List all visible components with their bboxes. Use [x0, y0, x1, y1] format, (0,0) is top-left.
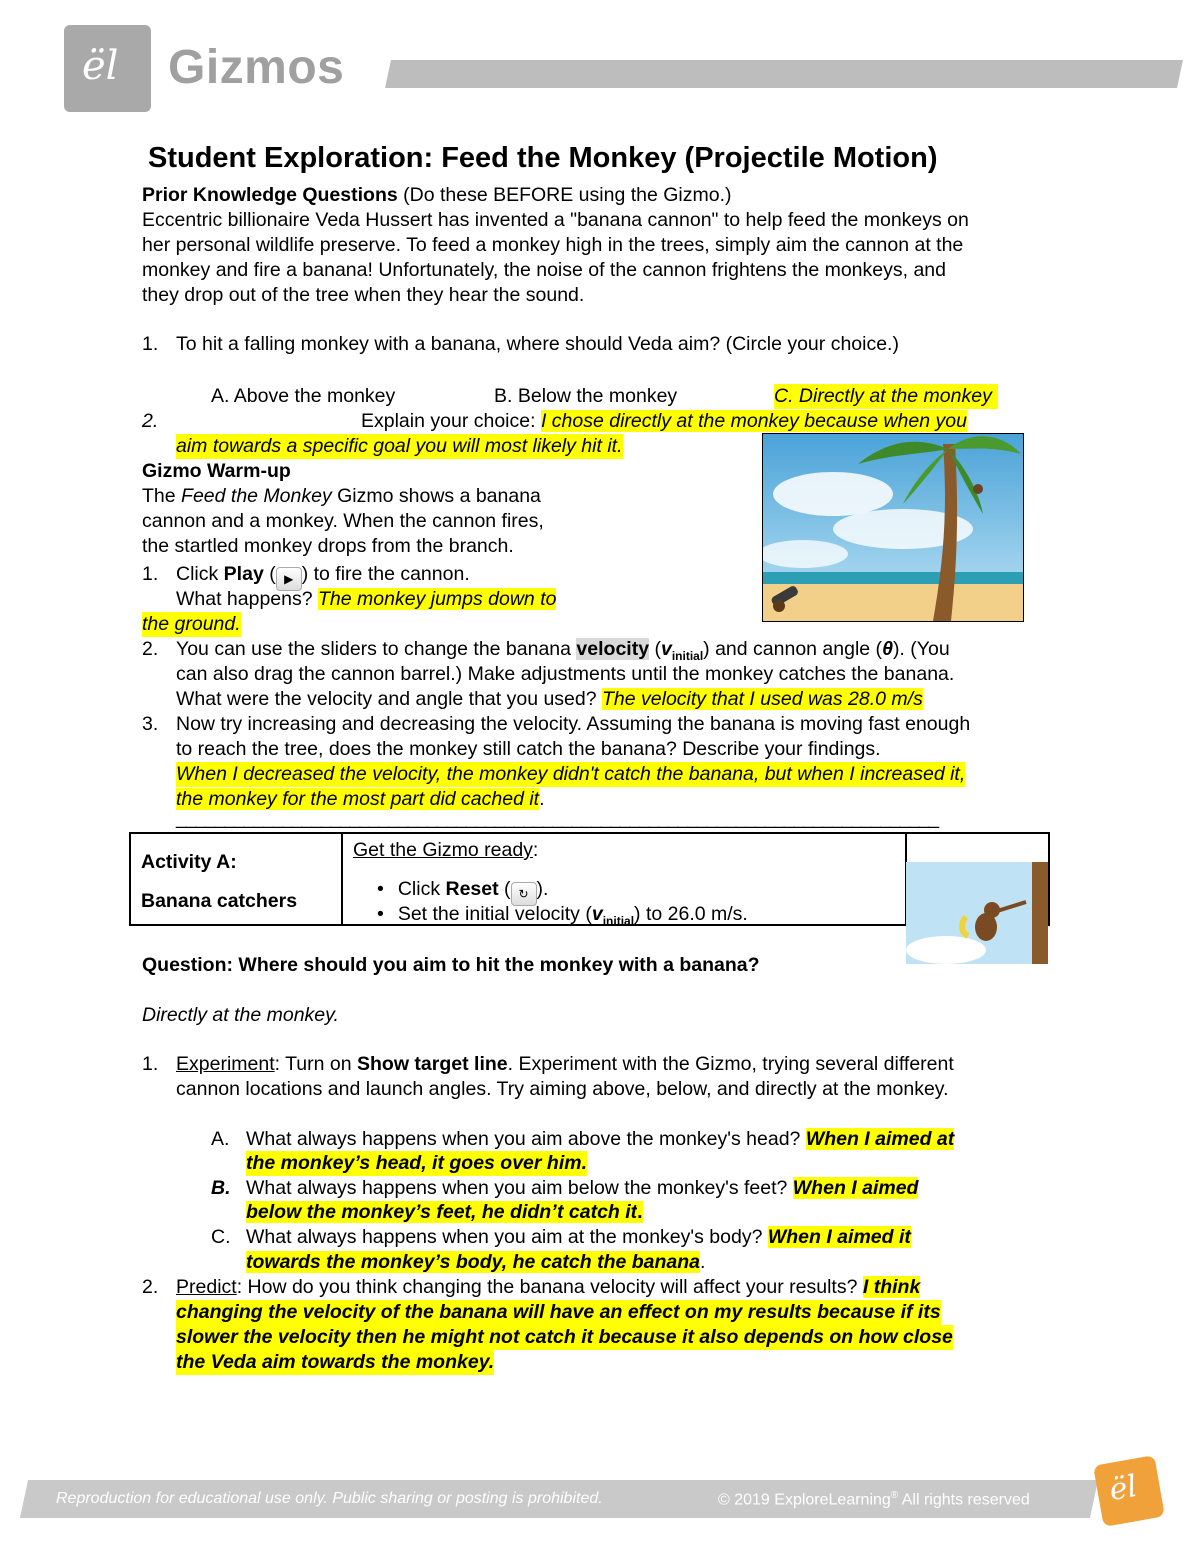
warmup-q1-post: ) to fire the cannon.	[301, 563, 470, 585]
sub-b-line1	[246, 1176, 918, 1201]
warmup-q1: Click Play ( ▶ ) to fire the cannon.	[176, 562, 470, 591]
warmup-q2-line2: can also drag the cannon barrel.) Make adjustments until the monkey catches the banana.	[176, 663, 955, 685]
choice-b: B. Below the monkey	[494, 385, 678, 407]
warmup-q2-velocity: velocity	[576, 638, 650, 660]
warmup-intro-3: the startled monkey drops from the branch.	[142, 535, 514, 557]
predict-question: : How do you think changing the banana velocity will affect your results?	[236, 1276, 863, 1298]
warmup-a3-line1: When I decreased the velocity, the monkey didn't catch the banana, but when I increased it,	[176, 763, 966, 785]
warmup-heading: Gizmo Warm-up	[142, 460, 291, 482]
experiment-number: 1.	[142, 1053, 159, 1075]
prior-intro-4: they drop out of the tree when they hear the sound.	[142, 284, 585, 306]
warmup-intro-2: cannon and a monkey. When the cannon fires,	[142, 510, 544, 532]
reset-post: ).	[536, 878, 549, 900]
warmup-q1-prompt: What happens?	[176, 588, 319, 610]
warmup-intro-post: Gizmo shows a banana	[331, 485, 541, 507]
warmup-q2-pre: You can use the sliders to change the banana	[176, 638, 577, 660]
velocity-sub: initial	[602, 913, 635, 928]
prior-heading-line	[142, 183, 732, 208]
warmup-intro-pre: The	[142, 485, 182, 507]
logo-mark: ël	[82, 43, 119, 89]
sub-c-line1	[246, 1225, 911, 1250]
velocity-post: ) to 26.0 m/s.	[634, 903, 748, 925]
velocity-v: v	[591, 903, 603, 925]
activity-label: Activity A:	[141, 851, 237, 873]
reset-label: Reset	[445, 878, 499, 900]
experiment-line1	[176, 1052, 954, 1077]
sub-a-answer1: When I aimed at	[805, 1128, 955, 1150]
warmup-q2-mid: (	[649, 638, 661, 660]
sub-a-line1	[246, 1127, 954, 1152]
warmup-q1-play: Play	[223, 563, 264, 585]
divider-rule: _______________________________________________________________________________	[176, 807, 938, 829]
sub-c-answer2: towards the monkey’s body, he catch the banana	[246, 1251, 701, 1273]
prior-q2: Explain your choice:	[361, 410, 541, 432]
setup-step-velocity: • Set the initial velocity $(v_{initial})$ to 26.0 m/s.	[377, 903, 748, 928]
sub-b-line2	[246, 1200, 643, 1225]
sub-a-question: What always happens when you aim above the monkey's head?	[246, 1128, 806, 1150]
predict-number: 2.	[142, 1276, 159, 1298]
prior-a2-line2: aim towards a specific goal you will most likely hit it.	[176, 435, 623, 457]
sub-b-answer2: below the monkey’s feet, he didn’t catch it	[246, 1201, 638, 1223]
predict-answer2: changing the velocity of the banana will have an effect on my results because if its	[176, 1301, 941, 1323]
gizmo-ready-colon: :	[532, 839, 539, 861]
predict-answer3: slower the velocity then he might not catch it because it also depends on how close	[176, 1326, 953, 1348]
sub-c-end: .	[700, 1251, 706, 1273]
activity-name: Banana catchers	[141, 890, 298, 912]
warmup-q2-post: ) and cannon angle (	[703, 638, 883, 660]
prior-q1: To hit a falling monkey with a banana, where should Veda aim? (Circle your choice.)	[176, 333, 899, 355]
prior-q2-line	[361, 409, 967, 434]
warmup-q2-prompt: What were the velocity and angle that you used?	[176, 688, 603, 710]
choice-a: A. Above the monkey	[211, 385, 396, 407]
footer-rights: All rights reserved	[898, 1491, 1030, 1509]
sub-c-question: What always happens when you aim at the monkey's body?	[246, 1226, 768, 1248]
warmup-q3-number: 3.	[142, 713, 159, 735]
prior-intro-1: Eccentric billionaire Veda Hussert has invented a "banana cannon" to help feed the monkeys on	[142, 209, 969, 231]
prior-heading: Prior Knowledge Questions	[142, 184, 398, 206]
gizmo-ready: Get the Gizmo ready	[353, 839, 533, 861]
warmup-a3-end: .	[539, 788, 545, 810]
activity-question: Question: Where should you aim to hit the monkey with a banana?	[142, 954, 760, 976]
sub-c-answer1: When I aimed it	[767, 1226, 911, 1248]
warmup-q2-theta: θ	[882, 638, 893, 660]
footer-logo	[1093, 1455, 1165, 1527]
footer-company: © 2019 ExploreLearning	[718, 1491, 891, 1509]
beach-scene	[763, 434, 1023, 621]
experiment-post: . Experiment with the Gizmo, trying several different	[507, 1053, 954, 1075]
gizmo-beach-screenshot	[762, 433, 1024, 622]
monkey-image	[906, 862, 1048, 964]
predict-answer4: the Veda aim towards the monkey.	[176, 1351, 495, 1373]
warmup-intro-1	[142, 484, 541, 509]
brand-name: Gizmos	[168, 41, 345, 94]
prior-intro-2: her personal wildlife preserve. To feed a monkey high in the trees, simply aim the cannon at the	[142, 234, 964, 256]
sub-c-letter: C.	[211, 1226, 231, 1248]
table-divider-1	[341, 834, 343, 924]
sub-b-letter: B.	[211, 1177, 231, 1199]
warmup-q1-line2	[176, 587, 556, 612]
footer-logo-mark: ël	[1106, 1468, 1140, 1509]
header-bar	[385, 60, 1183, 88]
predict-label: Predict	[176, 1276, 237, 1298]
sub-b-question: What always happens when you aim below the monkey's feet?	[246, 1177, 793, 1199]
warmup-intro-italic: Feed the Monkey	[181, 485, 332, 507]
page-title: Student Exploration: Feed the Monkey (Projectile Motion)	[148, 142, 938, 174]
footer-copyright	[718, 1490, 1030, 1509]
gizmos-logo	[64, 25, 151, 112]
predict-answer1: I think	[862, 1276, 921, 1298]
prior-intro-3: monkey and fire a banana! Unfortunately, the noise of the cannon frightens the monkeys, and	[142, 259, 946, 281]
warmup-q3-line1: Now try increasing and decreasing the velocity. Assuming the banana is moving fast enough	[176, 713, 971, 735]
predict-line1	[176, 1275, 920, 1300]
reset-icon: ↻	[511, 882, 537, 906]
reset-pre: Click	[397, 878, 446, 900]
monkey-scene	[906, 862, 1048, 964]
experiment-label: Experiment	[176, 1053, 275, 1075]
sub-a-answer2: the monkey’s head, it goes over him.	[246, 1152, 587, 1174]
sub-b-answer1: When I aimed	[792, 1177, 919, 1199]
sub-a-letter: A.	[211, 1128, 230, 1150]
experiment-line2: cannon locations and launch angles. Try aiming above, below, and directly at the monkey.	[176, 1078, 949, 1100]
footer-notice: Reproduction for educational use only. Public sharing or posting is prohibited.	[56, 1490, 603, 1507]
sub-b-end: .	[637, 1201, 643, 1223]
warmup-q3-line2: to reach the tree, does the monkey still catch the banana? Describe your findings.	[176, 738, 881, 760]
warmup-q1-number: 1.	[142, 563, 159, 585]
prior-q1-number: 1.	[142, 333, 159, 355]
warmup-q2-v: v	[660, 638, 672, 660]
experiment-pre: : Turn on	[274, 1053, 358, 1075]
warmup-a1-line1: The monkey jumps down to	[318, 588, 557, 610]
prior-a2-line1: I chose directly at the monkey because when you	[540, 410, 967, 432]
choice-c-selected: C. Directly at the monkey	[774, 384, 998, 409]
prior-q2-number: 2.	[142, 410, 159, 432]
velocity-pre: Set the initial velocity (	[397, 903, 592, 925]
gizmo-ready-line	[353, 838, 538, 863]
warmup-q1-pre: Click	[176, 563, 224, 585]
setup-step-reset: • Click Reset ( ↻ ).	[377, 877, 548, 906]
play-icon: ▶	[276, 567, 302, 591]
warmup-q2-number: 2.	[142, 638, 159, 660]
show-target-line: Show target line	[357, 1053, 508, 1075]
warmup-a3-line2: the monkey for the most part did cached it	[176, 788, 540, 810]
warmup-a1-line2: the ground.	[142, 613, 241, 635]
warmup-q2-end: ). (You	[892, 638, 950, 660]
prior-heading-note: (Do these BEFORE using the Gizmo.)	[397, 184, 732, 206]
warmup-q2-sub: initial	[671, 648, 704, 663]
warmup-a2: The velocity that I used was 28.0 m/s	[602, 688, 923, 710]
warmup-q2-line3	[176, 687, 923, 712]
sub-c-line2	[246, 1250, 705, 1275]
footer-reg: ®	[890, 1490, 899, 1501]
activity-question-answer: Directly at the monkey.	[142, 1004, 339, 1026]
